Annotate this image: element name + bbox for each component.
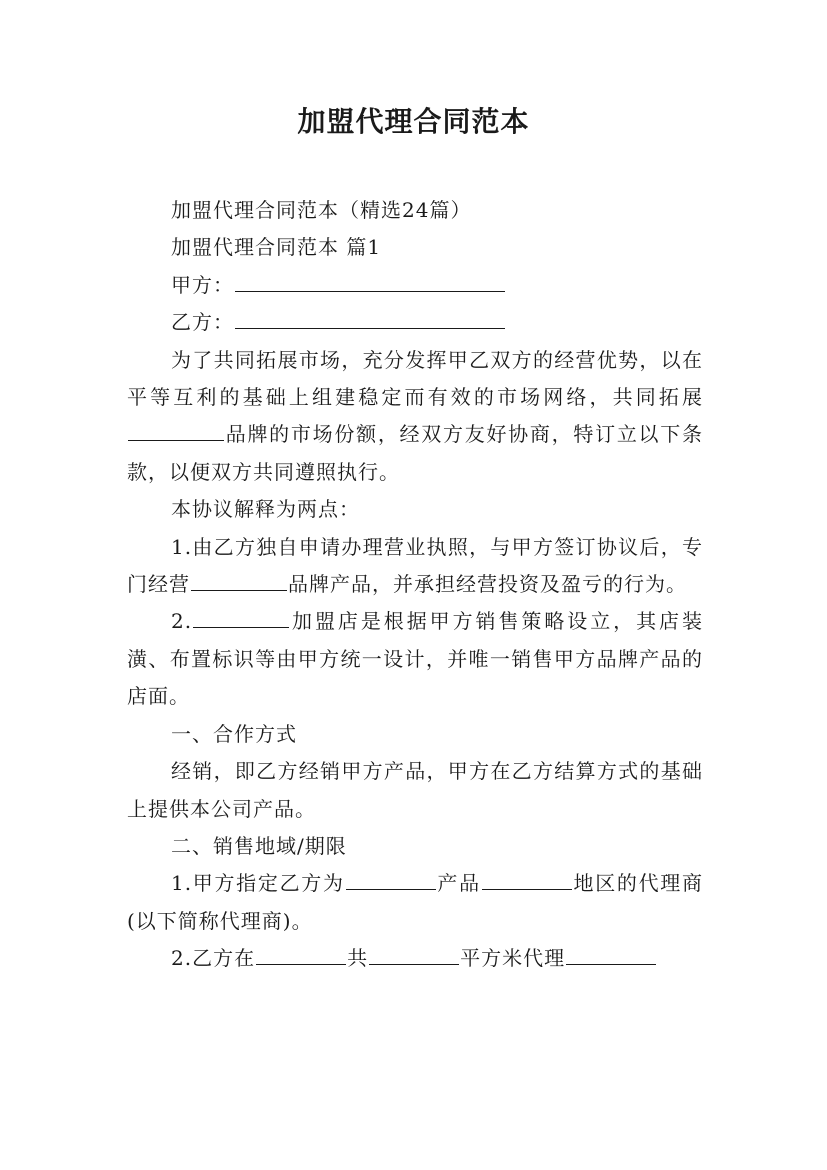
brand-blank [128,420,224,441]
cooperation-paragraph: 经销，即乙方经销甲方产品，甲方在乙方结算方式的基础上提供本公司产品。 [127,759,703,821]
heading-region: 二、销售地域/期限 [171,833,347,858]
point-1-text-1: 1.由乙方独自申请办理营业执照，与甲方签订协议后，专门经营 [127,534,703,597]
region-1-text-1: 1.甲方指定乙方为 [171,871,345,896]
party-b-label: 乙方： [171,310,234,335]
point-2-store-blank [193,607,289,628]
region-1-text-3: 地区的代理商(以下简称代理商)。 [127,871,703,933]
region-1-text-2: 产品 [436,871,481,896]
region-2-blank-a [256,944,346,965]
region-2-text-2: 共 [347,946,369,971]
point-2-text-1: 2. [171,609,193,634]
region-1-paragraph [127,865,703,940]
party-a-line [127,267,703,304]
intro-paragraph [127,342,703,492]
region-2-text-1: 2.乙方在 [171,946,256,971]
document-body [127,192,703,978]
region-2-paragraph [127,940,703,977]
intro-text-2: 品牌的市场份额，经双方友好协商，特订立以下条款，以便双方共同遵照执行。 [127,422,703,484]
agreement-explain: 本协议解释为两点： [171,497,360,522]
region-2-blank-b [369,944,459,965]
party-b-line [127,304,703,341]
point-2-paragraph [127,603,703,715]
point-1-paragraph [127,529,703,604]
region-2-text-3: 平方米代理 [460,946,566,971]
party-b-blank [235,308,505,329]
point-1-brand-blank [191,570,287,591]
point-2-text-2: 加盟店是根据甲方销售策略设立，其店装潢、布置标识等由甲方统一设计，并唯一销售甲方品牌产品的店面。 [127,609,703,709]
document-subtitle: 加盟代理合同范本（精选24篇） [171,198,472,222]
region-2-blank-c [566,944,656,965]
point-1-text-2: 品牌产品，并承担经营投资及盈亏的行为。 [288,572,687,597]
party-a-blank [235,271,505,292]
party-a-label: 甲方： [171,272,234,297]
document-title: 加盟代理合同范本 [297,105,530,138]
region-1-blank-b [482,869,572,890]
heading-cooperation: 一、合作方式 [171,721,297,746]
intro-text-1: 为了共同拓展市场，充分发挥甲乙双方的经营优势，以在平等互利的基础上组建稳定而有效的市场网络，共同拓展 [127,347,703,410]
region-1-blank-a [346,869,436,890]
section-heading: 加盟代理合同范本 篇1 [171,235,382,260]
